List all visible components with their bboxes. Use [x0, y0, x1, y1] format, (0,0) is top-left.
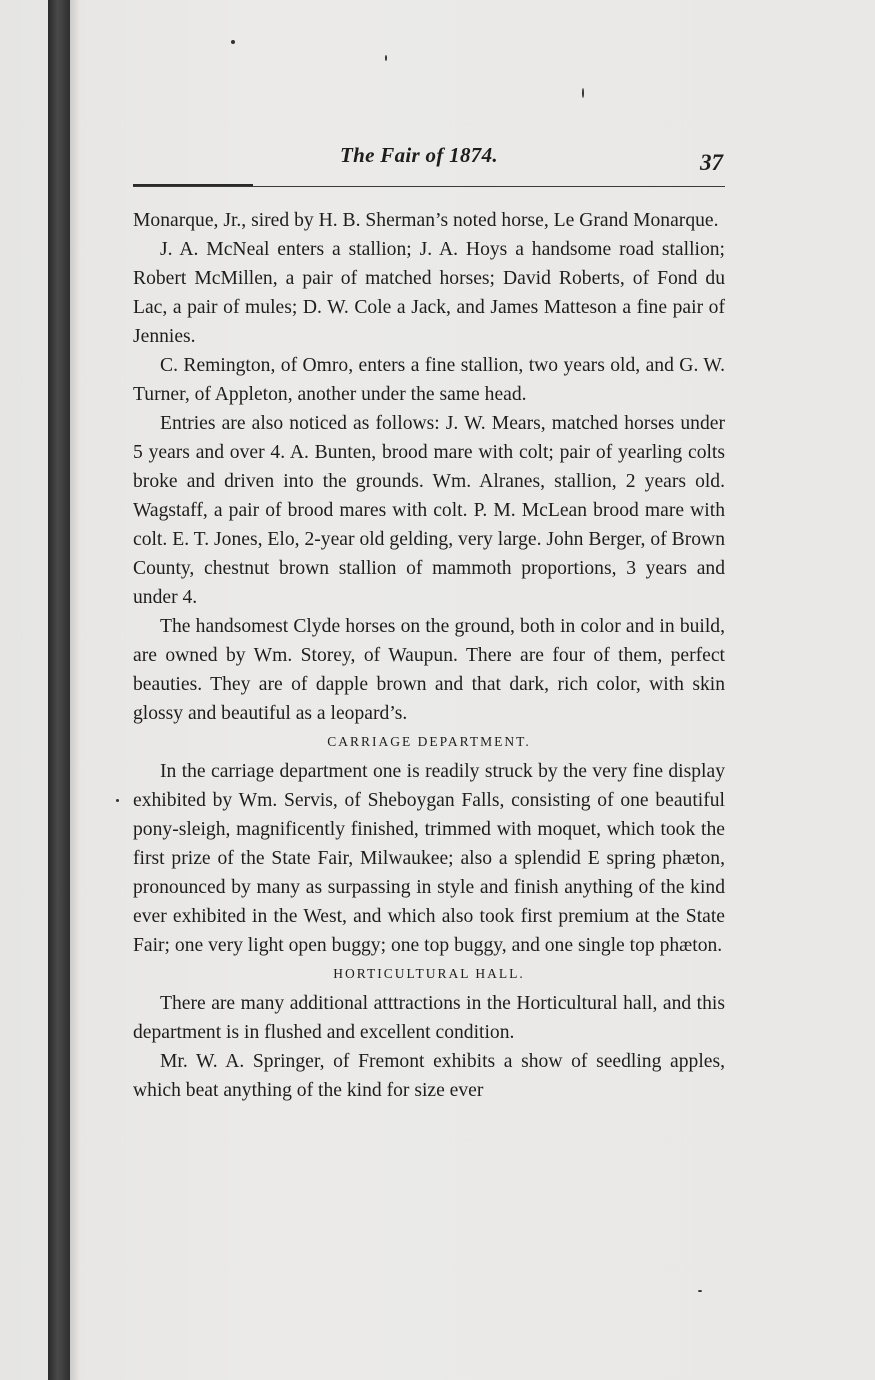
section-heading-carriage: CARRIAGE DEPARTMENT. [327, 734, 531, 749]
paragraph: The handsomest Clyde horses on the ground, both in color and in build, are owned by Wm. Storey, of Waupun. There are four of them, perfect beauties. They are of dapple brown and that dark, rich color, with skin glossy and beautiful as a leopard’s. [133, 616, 725, 724]
book-binding-edge [48, 0, 70, 1380]
paragraph: Mr. W. A. Springer, of Fremont exhibits a show of seedling apples, which beat anything of the kind for size ever [133, 1051, 725, 1101]
ink-speck [385, 55, 387, 61]
ink-speck [582, 88, 584, 98]
ink-speck [116, 799, 119, 802]
ink-speck [231, 40, 235, 44]
header-rule [133, 186, 725, 187]
paragraph: In the carriage department one is readily struck by the very fine display exhibited by Wm. Servis, of Sheboygan Falls, consisting of one beautiful pony-sleigh, magnificently finished, trimmed with moquet, which took the first prize of the State Fair, Milwaukee; also a splendid E spring phæton, pronounced by many as surpassing in style and finish anything of the kind ever exhibited in the West, and which also took first premium at the State Fair; one very light open buggy; one top buggy, and one single top phæton. [133, 761, 725, 956]
page-number: 37 [700, 150, 723, 175]
binding-shadow [70, 0, 80, 1380]
body-text [133, 206, 725, 1105]
paragraph: Entries are also noticed as follows: J. W. Mears, matched horses under 5 years and over 4. A. Bunten, brood mare with colt; pair of yearling colts broke and driven into the grounds. Wm. Alranes, stallion, 2 years old. Wagstaff, a pair of brood mares with colt. P. M. McLean brood mare with colt. E. T. Jones, Elo, 2-year old gelding, very large. John Berger, of Brown County, chestnut brown stallion of mammoth proportions, 3 years and under 4. [133, 413, 725, 608]
ink-speck [698, 1290, 702, 1292]
paragraph: C. Remington, of Omro, enters a fine stallion, two years old, and G. W. Turner, of Appleton, another under the same head. [133, 355, 725, 405]
section-heading-horticultural: HORTICULTURAL HALL. [333, 966, 525, 981]
paragraph: There are many additional atttractions in the Horticultural hall, and this department is in flushed and excellent condition. [133, 993, 725, 1043]
paragraph: J. A. McNeal enters a stallion; J. A. Hoys a handsome road stallion; Robert McMillen, a pair of matched horses; David Roberts, of Fond du Lac, a pair of mules; D. W. Cole a Jack, and James Matteson a fine pair of Jennies. [133, 239, 725, 347]
paragraph: Monarque, Jr., sired by H. B. Sherman’s noted horse, Le Grand Monarque. [133, 210, 719, 231]
running-title: The Fair of 1874. [340, 143, 498, 167]
